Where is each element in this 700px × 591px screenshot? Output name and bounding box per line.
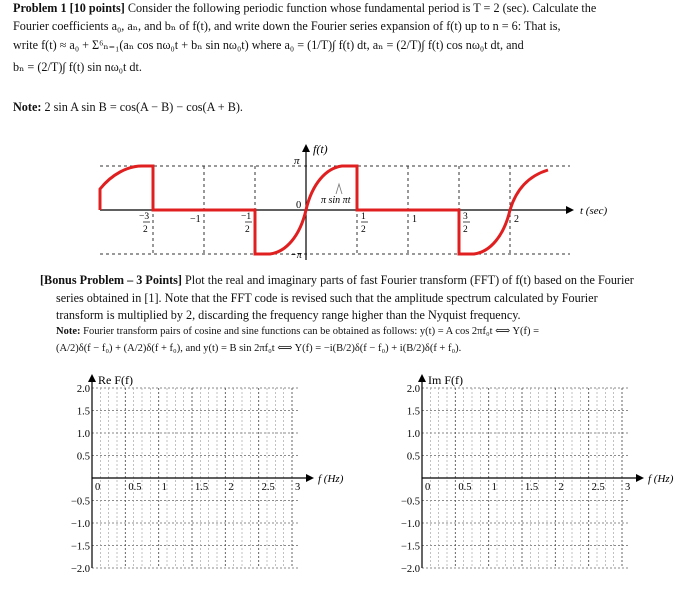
bonus-text-1: Plot the real and imaginary parts of fast Fourier transform (FFT) of f(t) based on the Fourier [185,273,634,287]
problem1-text-1: Consider the following periodic function whose fundamental period is T = 2 (sec). Calculate the [127,1,597,15]
tick-label: 1 [361,212,366,222]
y-tick-label: −2.0 [70,564,90,575]
problem1-heading: Problem 1 [10 points] [13,1,125,15]
x-tick-label: 2.5 [261,482,275,493]
tick-label-den: 2 [245,225,250,235]
pi-label: π [294,155,300,167]
y-axis-arrow [88,374,96,382]
y-axis-label: Im F(f) [428,373,463,387]
x-tick-label: 2 [558,482,564,493]
y-axis-label: Re F(f) [98,373,133,387]
x-tick-label: 1.5 [195,482,209,493]
x-tick-label: 0.5 [458,482,472,493]
x-tick-label: 3 [295,482,301,493]
tick-label: 1 [412,214,417,225]
f-axis-arrow [302,144,310,152]
tick-label-den: 2 [143,225,148,235]
x-tick-label: 3 [625,482,631,493]
x-tick-label: 2 [228,482,234,493]
y-tick-label: 0.5 [76,451,90,463]
y-tick-label: 2.0 [406,384,420,395]
tick-label: 2 [514,214,519,225]
x-axis-arrow [636,474,644,482]
bonus-heading: [Bonus Problem – 3 Points] [40,273,182,287]
t-tick-labels [139,212,519,235]
x-axis-arrow [306,474,314,482]
tick-label: 3 [463,212,468,222]
problem1-line4: bₙ = (2/T)∫ f(t) sin nω₀t dt. [13,60,142,74]
problem1-line1 [13,0,596,17]
tick-label: −1 [190,214,201,225]
y-tick-label: −1.0 [400,519,420,530]
y-tick-label: 1.5 [406,406,420,418]
note-label: Note: [13,100,42,114]
bonus-line3: transform is multiplied by 2, discarding the frequency range higher than the Nyquist frequency. [56,308,521,322]
y-tick-label: −0.5 [70,496,90,508]
x-tick-label: 0.5 [128,482,142,493]
y-tick-label: 0.5 [406,451,420,463]
bonus-note-line1 [56,325,539,339]
t-axis-label: t (sec) [580,205,608,217]
neg-pi-label: −π [290,250,302,260]
function-plot [0,140,700,260]
x-tick-label: 1 [161,482,167,493]
y-tick-label: 1.0 [76,429,90,440]
x-axis-label: f (Hz) [318,473,344,485]
origin-label: 0 [296,200,302,211]
y-axis-arrow [418,374,426,382]
x-tick-label: 1 [491,482,497,493]
bonus-note-label: Note: [56,326,81,337]
y-tick-label: −0.5 [400,496,420,508]
x-tick-label: 0 [425,482,431,493]
pi-sin-annotation: π sin πt [321,195,351,206]
im-f-plot [330,368,680,584]
re-f-plot [0,368,350,584]
y-tick-label: 2.0 [76,384,90,395]
y-tick-label: −1.0 [70,519,90,530]
problem1-line3: write f(t) ≈ a₀ + Σ⁶ₙ₌₁(aₙ cos nω₀t + bₙ sin nω₀t) where a₀ = (1/T)∫ f(t) dt, aₙ = (2/T)∫ f(t) cos nω₀t dt, and [13,38,524,52]
x-tick-label: 1.5 [525,482,539,493]
problem1-line2: Fourier coefficients a₀, aₙ, and bₙ of f(t), and write down the Fourier series expansion of f(t) up to n = 6: That is, [13,19,561,33]
bonus-line1 [40,272,634,289]
bonus-line2: series obtained in [1]. Note that the FFT code is revised such that the amplitude spectrum calculated by Fourier [56,291,598,305]
x-tick-label: 0 [95,482,101,493]
annotation-arrow-icon [336,184,342,194]
y-tick-label: −1.5 [70,541,90,553]
tick-label: −1 [241,212,252,222]
y-tick-label: −2.0 [400,564,420,575]
bonus-note-text-1: Fourier transform pairs of cosine and sine functions can be obtained as follows: y(t) = A cos 2πf₀t ⟺ Y(f) = [83,326,540,337]
tick-label-den: 2 [361,225,366,235]
bonus-note-line2: (A/2)δ(f − f₀) + (A/2)δ(f + f₀), and y(t) = B sin 2πf₀t ⟺ Y(f) = −i(B/2)δ(f − f₀) + i(B/2)δ(f + f₀). [56,343,462,354]
y-tick-label: −1.5 [400,541,420,553]
problem1-note [13,99,243,116]
x-tick-label: 2.5 [591,482,605,493]
y-tick-label: 1.0 [406,429,420,440]
f-axis-label: f(t) [313,142,328,156]
tick-label: −3 [139,212,150,222]
tick-label-den: 2 [463,225,468,235]
y-tick-label: 1.5 [76,406,90,418]
note-text: 2 sin A sin B = cos(A − B) − cos(A + B). [44,100,243,114]
t-axis-arrow [566,206,574,214]
x-axis-label: f (Hz) [648,473,674,485]
